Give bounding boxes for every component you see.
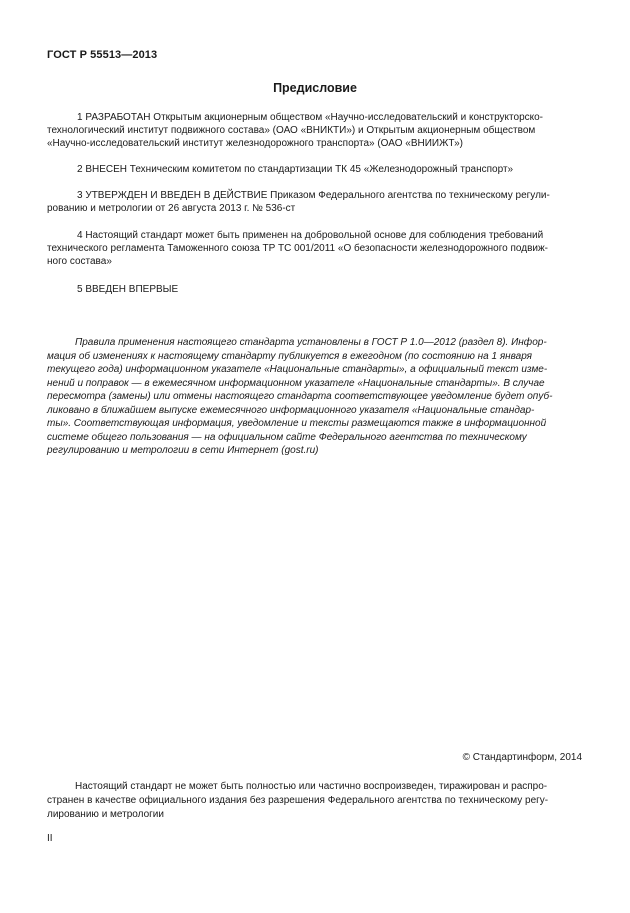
page-number: II (47, 833, 53, 844)
preface-item-3 (47, 189, 592, 215)
reproduction-notice-line: лированию и метрологии (47, 809, 164, 820)
notice-line: нений и поправок — в ежемесячном информационном указателе «Национальные стандарты». В случае (47, 377, 545, 389)
standard-usage-notice (47, 336, 592, 458)
preface-item-5 (47, 283, 592, 296)
preface-item-3-line: рованию и метрологии от 26 августа 2013 г. № 536-ст (47, 203, 296, 214)
notice-line: ты». Соответствующая информация, уведомление и тексты размещаются также в информационной (47, 418, 547, 429)
preface-item-4-line: ного состава» (47, 256, 112, 267)
preface-item-3-line: 3 УТВЕРЖДЕН И ВВЕДЕН В ДЕЙСТВИЕ Приказом Федерального агентства по техническому регули- (77, 190, 550, 201)
notice-line: системе общего пользования — на официальном сайте Федерального агентства по техническому (47, 431, 527, 443)
notice-line: текущего года) информационном указателе «Национальные стандарты», а официальный текст изме- (47, 364, 548, 375)
preface-item-4 (47, 229, 592, 268)
preface-item-4-line: технического регламента Таможенного союза ТР ТС 001/2011 «О безопасности железнодорожного подвиж- (47, 243, 549, 254)
preface-item-4-line: 4 Настоящий стандарт может быть применен на добровольной основе для соблюдения требований (77, 230, 544, 241)
preface-item-2 (47, 163, 592, 176)
page-title (0, 81, 630, 95)
standard-id-header: ГОСТ Р 55513—2013 (47, 49, 158, 61)
preface-item-1-line: «Научно-исследовательский институт железнодорожного транспорта» (ОАО «ВНИИЖТ») (47, 138, 463, 149)
preface-item-1-line: технологический институт подвижного состава» (ОАО «ВНИКТИ») и Открытым акционерным обществом (47, 125, 536, 136)
notice-line: регулированию и метрологии в сети Интернет (gost.ru) (47, 445, 319, 456)
preface-item-1 (47, 111, 592, 150)
page-title-text: Предисловие (273, 81, 357, 95)
reproduction-notice-line: Настоящий стандарт не может быть полностью или частично воспроизведен, тиражирован и распро- (75, 781, 548, 792)
notice-line: пересмотра (замены) или отмены настоящего стандарта соответствующее уведомление будет опуб- (47, 391, 553, 402)
copyright-line: © Стандартинформ, 2014 (462, 752, 582, 763)
preface-item-1-line: 1 РАЗРАБОТАН Открытым акционерным обществом «Научно-исследовательский и конструкторско- (77, 112, 544, 123)
preface-item-2-line: 2 ВНЕСЕН Техническим комитетом по стандартизации ТК 45 «Железнодорожный транспорт» (77, 164, 514, 175)
notice-line: мация об изменениях к настоящему стандарту публикуется в ежегодном (по состоянию на 1 января (47, 350, 533, 362)
reproduction-notice (47, 780, 592, 822)
preface-item-5-line: 5 ВВЕДЕН ВПЕРВЫЕ (77, 284, 179, 295)
notice-line: Правила применения настоящего стандарта установлены в ГОСТ Р 1.0—2012 (раздел 8). Инфор- (75, 337, 547, 348)
notice-line: ликовано в ближайшем выпуске ежемесячного информационного указателя «Национальные стандар- (47, 404, 535, 416)
reproduction-notice-line: странен в качестве официального издания без разрешения Федерального агентства по техническому регу- (47, 795, 549, 806)
